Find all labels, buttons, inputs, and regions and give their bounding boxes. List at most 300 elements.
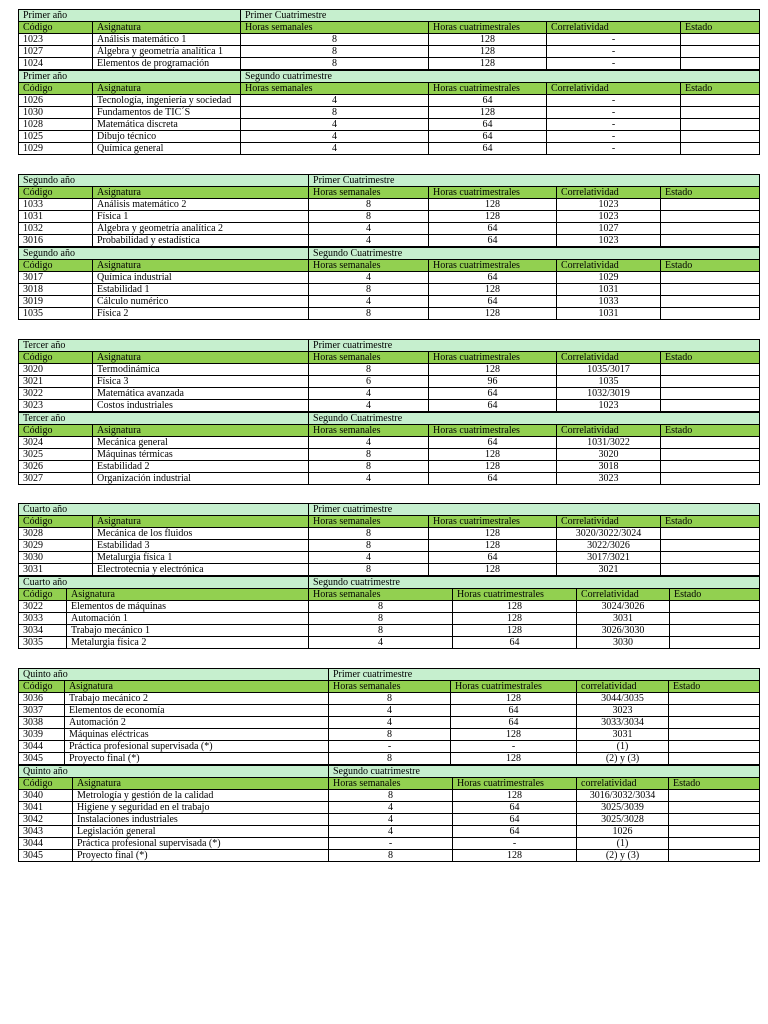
asignatura-cell: Metalurgia física 2 [67, 637, 309, 649]
horas-cuatrimestrales-cell: 64 [429, 388, 557, 400]
codigo-header: Código [19, 425, 93, 437]
codigo-cell: 3023 [19, 400, 93, 412]
table-row [19, 552, 760, 564]
horas-cuatrimestrales-cell: 64 [429, 437, 557, 449]
codigo-cell: 1027 [19, 46, 93, 58]
term-block [18, 503, 759, 576]
horas-cuatrimestrales-cell: 128 [429, 284, 557, 296]
horas-semanales-cell: 8 [309, 625, 453, 637]
horas-semanales-cell: 4 [309, 637, 453, 649]
term-label: Primer cuatrimestre [329, 669, 760, 681]
horas-cuatrimestrales-cell: 64 [429, 131, 547, 143]
horas-cuatrimestrales-cell: 64 [453, 637, 577, 649]
horas-semanales-header: Horas semanales [309, 352, 429, 364]
column-header-row [19, 589, 760, 601]
subjects-table [18, 576, 760, 649]
estado-cell [669, 814, 760, 826]
term-label: Primer cuatrimestre [309, 504, 760, 516]
estado-cell [661, 540, 760, 552]
estado-header: Estado [661, 260, 760, 272]
year-label: Quinto año [19, 766, 329, 778]
horas-semanales-cell: 4 [309, 552, 429, 564]
correlatividad-cell: - [547, 131, 681, 143]
table-row [19, 296, 760, 308]
codigo-header: Código [19, 187, 93, 199]
codigo-cell: 1030 [19, 107, 93, 119]
correlatividad-cell: 3023 [577, 705, 669, 717]
estado-header: Estado [670, 589, 760, 601]
horas-semanales-cell: 8 [241, 107, 429, 119]
term-block [18, 339, 759, 412]
codigo-cell: 3017 [19, 272, 93, 284]
correlatividad-cell: 3033/3034 [577, 717, 669, 729]
column-header-row [19, 778, 760, 790]
correlatividad-cell: 1023 [557, 199, 661, 211]
asignatura-cell: Química industrial [93, 272, 309, 284]
estado-cell [670, 601, 760, 613]
horas-semanales-header: Horas semanales [309, 260, 429, 272]
horas-cuatrimestrales-cell: 64 [453, 826, 577, 838]
horas-cuatrimestrales-cell: 128 [429, 34, 547, 46]
estado-cell [661, 388, 760, 400]
horas-cuatrimestrales-cell: 128 [453, 790, 577, 802]
codigo-header: Código [19, 681, 65, 693]
estado-cell [669, 850, 760, 862]
horas-semanales-cell: 8 [309, 540, 429, 552]
estado-cell [661, 437, 760, 449]
term-title-row [19, 10, 760, 22]
estado-cell [661, 449, 760, 461]
codigo-cell: 3038 [19, 717, 65, 729]
correlatividad-cell: 3016/3032/3034 [577, 790, 669, 802]
correlatividad-cell: 1023 [557, 235, 661, 247]
correlatividad-cell: 3020 [557, 449, 661, 461]
codigo-cell: 3035 [19, 637, 67, 649]
codigo-cell: 1028 [19, 119, 93, 131]
table-row [19, 388, 760, 400]
codigo-cell: 1026 [19, 95, 93, 107]
horas-cuatrimestrales-cell: 128 [451, 729, 577, 741]
correlatividad-header: Correlatividad [577, 589, 670, 601]
correlatividad-cell: 1035/3017 [557, 364, 661, 376]
year-label: Quinto año [19, 669, 329, 681]
horas-semanales-header: Horas semanales [241, 22, 429, 34]
term-label: Segundo cuatrimestre [241, 71, 760, 83]
correlatividad-header: correlatividad [577, 681, 669, 693]
horas-semanales-cell: 8 [309, 308, 429, 320]
correlatividad-cell: (1) [577, 741, 669, 753]
codigo-cell: 3025 [19, 449, 93, 461]
asignatura-cell: Elementos de economía [65, 705, 329, 717]
term-label: Segundo cuatrimestre [329, 766, 760, 778]
estado-cell [661, 552, 760, 564]
horas-semanales-cell: 8 [241, 46, 429, 58]
column-header-row [19, 187, 760, 199]
horas-semanales-header: Horas semanales [309, 589, 453, 601]
estado-cell [661, 223, 760, 235]
correlatividad-cell: (2) y (3) [577, 753, 669, 765]
horas-cuatrimestrales-cell: 128 [429, 308, 557, 320]
table-row [19, 850, 760, 862]
estado-cell [661, 272, 760, 284]
correlatividad-cell: 3017/3021 [557, 552, 661, 564]
asignatura-cell: Estabilidad 2 [93, 461, 309, 473]
subjects-table [18, 70, 760, 155]
horas-cuatrimestrales-cell: 128 [429, 211, 557, 223]
correlatividad-cell: - [547, 58, 681, 70]
horas-semanales-cell: 4 [309, 400, 429, 412]
horas-cuatrimestrales-cell: 128 [429, 58, 547, 70]
horas-semanales-header: Horas semanales [241, 83, 429, 95]
asignatura-cell: Práctica profesional supervisada (*) [65, 741, 329, 753]
asignatura-cell: Estabilidad 1 [93, 284, 309, 296]
correlatividad-cell: - [547, 95, 681, 107]
horas-semanales-header: Horas semanales [309, 425, 429, 437]
estado-cell [669, 693, 760, 705]
asignatura-header: Asignatura [93, 425, 309, 437]
horas-semanales-cell: 4 [309, 437, 429, 449]
estado-header: Estado [669, 681, 760, 693]
estado-cell [661, 211, 760, 223]
correlatividad-header: Correlatividad [557, 260, 661, 272]
table-row [19, 601, 760, 613]
year-label: Cuarto año [19, 504, 309, 516]
year-section-segundo-ano [18, 174, 759, 320]
estado-cell [681, 143, 760, 155]
year-label: Primer año [19, 10, 241, 22]
correlatividad-header: Correlatividad [557, 425, 661, 437]
table-row [19, 637, 760, 649]
horas-semanales-cell: 4 [309, 272, 429, 284]
asignatura-cell: Trabajo mecánico 1 [67, 625, 309, 637]
table-row [19, 625, 760, 637]
horas-cuatrimestrales-cell: 128 [429, 107, 547, 119]
horas-semanales-cell: 4 [309, 388, 429, 400]
horas-cuatrimestrales-cell: 64 [453, 814, 577, 826]
codigo-cell: 3039 [19, 729, 65, 741]
horas-cuatrimestrales-header: Horas cuatrimestrales [429, 516, 557, 528]
table-row [19, 376, 760, 388]
column-header-row [19, 352, 760, 364]
horas-semanales-cell: 8 [309, 613, 453, 625]
codigo-cell: 3034 [19, 625, 67, 637]
asignatura-cell: Costos industriales [93, 400, 309, 412]
codigo-header: Código [19, 260, 93, 272]
horas-cuatrimestrales-cell: 64 [429, 235, 557, 247]
asignatura-cell: Elementos de programación [93, 58, 241, 70]
table-row [19, 826, 760, 838]
term-title-row [19, 504, 760, 516]
codigo-header: Código [19, 22, 93, 34]
codigo-cell: 3022 [19, 388, 93, 400]
horas-cuatrimestrales-cell: 64 [429, 223, 557, 235]
horas-semanales-cell: 4 [241, 143, 429, 155]
horas-semanales-header: Horas semanales [329, 681, 451, 693]
horas-semanales-cell: 8 [329, 753, 451, 765]
asignatura-cell: Trabajo mecánico 2 [65, 693, 329, 705]
correlatividad-cell: 1023 [557, 211, 661, 223]
asignatura-cell: Práctica profesional supervisada (*) [73, 838, 329, 850]
subjects-table [18, 503, 760, 576]
term-block [18, 70, 759, 155]
correlatividad-cell: 3025/3039 [577, 802, 669, 814]
horas-semanales-cell: 4 [309, 296, 429, 308]
asignatura-cell: Matemática discreta [93, 119, 241, 131]
codigo-header: Código [19, 589, 67, 601]
term-title-row [19, 413, 760, 425]
codigo-cell: 1025 [19, 131, 93, 143]
horas-cuatrimestrales-header: Horas cuatrimestrales [429, 260, 557, 272]
year-label: Tercer año [19, 340, 309, 352]
asignatura-cell: Estabilidad 3 [93, 540, 309, 552]
horas-cuatrimestrales-header: Horas cuatrimestrales [429, 22, 547, 34]
horas-cuatrimestrales-cell: 64 [451, 705, 577, 717]
horas-semanales-cell: 4 [241, 131, 429, 143]
horas-semanales-cell: 8 [309, 564, 429, 576]
horas-cuatrimestrales-cell: 128 [451, 693, 577, 705]
horas-semanales-cell: 8 [309, 284, 429, 296]
asignatura-cell: Cálculo numérico [93, 296, 309, 308]
asignatura-cell: Física 1 [93, 211, 309, 223]
codigo-cell: 1031 [19, 211, 93, 223]
horas-cuatrimestrales-cell: 64 [429, 552, 557, 564]
asignatura-cell: Organización industrial [93, 473, 309, 485]
term-label: Primer Cuatrimestre [241, 10, 760, 22]
correlatividad-cell: 1032/3019 [557, 388, 661, 400]
asignatura-header: Asignatura [93, 83, 241, 95]
correlatividad-cell: 3022/3026 [557, 540, 661, 552]
codigo-cell: 3021 [19, 376, 93, 388]
correlatividad-cell: 3025/3028 [577, 814, 669, 826]
estado-cell [661, 308, 760, 320]
year-section-tercer-ano [18, 339, 759, 485]
term-block [18, 174, 759, 247]
horas-cuatrimestrales-cell: - [453, 838, 577, 850]
table-row [19, 449, 760, 461]
table-row [19, 717, 760, 729]
asignatura-header: Asignatura [93, 260, 309, 272]
estado-cell [681, 58, 760, 70]
codigo-cell: 3028 [19, 528, 93, 540]
table-row [19, 729, 760, 741]
term-label: Segundo Cuatrimestre [309, 413, 760, 425]
horas-cuatrimestrales-cell: 64 [429, 400, 557, 412]
estado-cell [681, 107, 760, 119]
correlatividad-cell: 1026 [577, 826, 669, 838]
correlatividad-cell: 1035 [557, 376, 661, 388]
horas-cuatrimestrales-cell: 64 [453, 802, 577, 814]
estado-cell [669, 790, 760, 802]
table-row [19, 540, 760, 552]
table-row [19, 46, 760, 58]
table-row [19, 223, 760, 235]
correlatividad-cell: 1027 [557, 223, 661, 235]
horas-semanales-cell: - [329, 741, 451, 753]
estado-cell [681, 34, 760, 46]
estado-cell [661, 376, 760, 388]
table-row [19, 741, 760, 753]
term-block [18, 576, 759, 649]
horas-semanales-cell: 4 [329, 802, 453, 814]
horas-semanales-cell: 8 [329, 693, 451, 705]
year-label: Primer año [19, 71, 241, 83]
codigo-cell: 3041 [19, 802, 73, 814]
asignatura-header: Asignatura [67, 589, 309, 601]
correlatividad-header: correlatividad [577, 778, 669, 790]
asignatura-cell: Física 2 [93, 308, 309, 320]
table-row [19, 364, 760, 376]
codigo-cell: 3029 [19, 540, 93, 552]
horas-cuatrimestrales-cell: 64 [429, 296, 557, 308]
estado-cell [661, 473, 760, 485]
estado-header: Estado [661, 187, 760, 199]
term-block [18, 765, 759, 862]
asignatura-cell: Metrología y gestión de la calidad [73, 790, 329, 802]
term-block [18, 9, 759, 70]
subjects-table [18, 668, 760, 765]
horas-semanales-cell: 8 [329, 850, 453, 862]
table-row [19, 753, 760, 765]
horas-semanales-cell: 8 [241, 34, 429, 46]
horas-cuatrimestrales-cell: 128 [453, 601, 577, 613]
table-row [19, 119, 760, 131]
table-row [19, 461, 760, 473]
horas-cuatrimestrales-cell: 128 [429, 449, 557, 461]
table-row [19, 564, 760, 576]
correlatividad-cell: 3030 [577, 637, 670, 649]
horas-cuatrimestrales-header: Horas cuatrimestrales [429, 352, 557, 364]
estado-cell [661, 461, 760, 473]
column-header-row [19, 22, 760, 34]
codigo-cell: 3045 [19, 753, 65, 765]
estado-cell [669, 802, 760, 814]
horas-cuatrimestrales-cell: 128 [429, 199, 557, 211]
horas-semanales-cell: 8 [309, 528, 429, 540]
correlatividad-cell: 1029 [557, 272, 661, 284]
asignatura-cell: Fundamentos de TIC´S [93, 107, 241, 119]
horas-cuatrimestrales-cell: 128 [429, 46, 547, 58]
estado-cell [669, 729, 760, 741]
asignatura-cell: Matemática avanzada [93, 388, 309, 400]
estado-header: Estado [681, 83, 760, 95]
asignatura-cell: Elementos de máquinas [67, 601, 309, 613]
estado-cell [681, 46, 760, 58]
codigo-cell: 3040 [19, 790, 73, 802]
asignatura-header: Asignatura [93, 516, 309, 528]
estado-cell [669, 717, 760, 729]
horas-semanales-cell: 4 [329, 814, 453, 826]
horas-cuatrimestrales-header: Horas cuatrimestrales [451, 681, 577, 693]
horas-semanales-header: Horas semanales [329, 778, 453, 790]
asignatura-cell: Electrotecnia y electrónica [93, 564, 309, 576]
estado-cell [661, 284, 760, 296]
horas-cuatrimestrales-cell: 128 [453, 613, 577, 625]
table-row [19, 473, 760, 485]
correlatividad-cell: 3020/3022/3024 [557, 528, 661, 540]
horas-semanales-cell: 8 [241, 58, 429, 70]
estado-header: Estado [669, 778, 760, 790]
asignatura-header: Asignatura [73, 778, 329, 790]
estado-header: Estado [681, 22, 760, 34]
estado-cell [661, 528, 760, 540]
codigo-cell: 3018 [19, 284, 93, 296]
subjects-table [18, 765, 760, 862]
horas-semanales-cell: 4 [241, 95, 429, 107]
subjects-table [18, 339, 760, 412]
year-section-cuarto-ano [18, 503, 759, 649]
asignatura-header: Asignatura [93, 22, 241, 34]
codigo-cell: 3037 [19, 705, 65, 717]
codigo-cell: 1023 [19, 34, 93, 46]
correlatividad-cell: 3026/3030 [577, 625, 670, 637]
term-title-row [19, 175, 760, 187]
horas-semanales-cell: 8 [309, 461, 429, 473]
term-title-row [19, 340, 760, 352]
estado-cell [661, 364, 760, 376]
table-row [19, 437, 760, 449]
correlatividad-cell: 3021 [557, 564, 661, 576]
table-row [19, 199, 760, 211]
estado-cell [669, 826, 760, 838]
correlatividad-cell: (1) [577, 838, 669, 850]
estado-cell [681, 131, 760, 143]
codigo-cell: 3019 [19, 296, 93, 308]
horas-cuatrimestrales-cell: 128 [429, 528, 557, 540]
horas-cuatrimestrales-cell: - [451, 741, 577, 753]
term-title-row [19, 71, 760, 83]
column-header-row [19, 681, 760, 693]
horas-semanales-cell: 8 [309, 211, 429, 223]
horas-semanales-cell: 4 [329, 826, 453, 838]
asignatura-cell: Tecnología, ingeniería y sociedad [93, 95, 241, 107]
table-row [19, 613, 760, 625]
estado-cell [669, 838, 760, 850]
correlatividad-header: Correlatividad [557, 352, 661, 364]
table-row [19, 58, 760, 70]
horas-semanales-cell: 4 [329, 705, 451, 717]
term-title-row [19, 248, 760, 260]
year-section-quinto-ano [18, 668, 759, 862]
table-row [19, 131, 760, 143]
horas-semanales-header: Horas semanales [309, 187, 429, 199]
table-row [19, 143, 760, 155]
table-row [19, 814, 760, 826]
codigo-cell: 3030 [19, 552, 93, 564]
asignatura-header: Asignatura [65, 681, 329, 693]
horas-semanales-cell: 8 [309, 364, 429, 376]
correlatividad-cell: 3031 [577, 729, 669, 741]
column-header-row [19, 425, 760, 437]
term-block [18, 412, 759, 485]
correlatividad-cell: - [547, 107, 681, 119]
codigo-cell: 3026 [19, 461, 93, 473]
asignatura-cell: Probabilidad y estadística [93, 235, 309, 247]
asignatura-cell: Automación 1 [67, 613, 309, 625]
asignatura-cell: Física 3 [93, 376, 309, 388]
asignatura-cell: Máquinas térmicas [93, 449, 309, 461]
asignatura-cell: Álgebra y geometría analítica 1 [93, 46, 241, 58]
codigo-cell: 3044 [19, 741, 65, 753]
asignatura-cell: Automación 2 [65, 717, 329, 729]
term-block [18, 668, 759, 765]
asignatura-cell: Álgebra y geometría analítica 2 [93, 223, 309, 235]
year-label: Tercer año [19, 413, 309, 425]
codigo-cell: 1035 [19, 308, 93, 320]
term-label: Segundo Cuatrimestre [309, 248, 760, 260]
estado-cell [670, 613, 760, 625]
correlatividad-cell: 1031/3022 [557, 437, 661, 449]
table-row [19, 308, 760, 320]
